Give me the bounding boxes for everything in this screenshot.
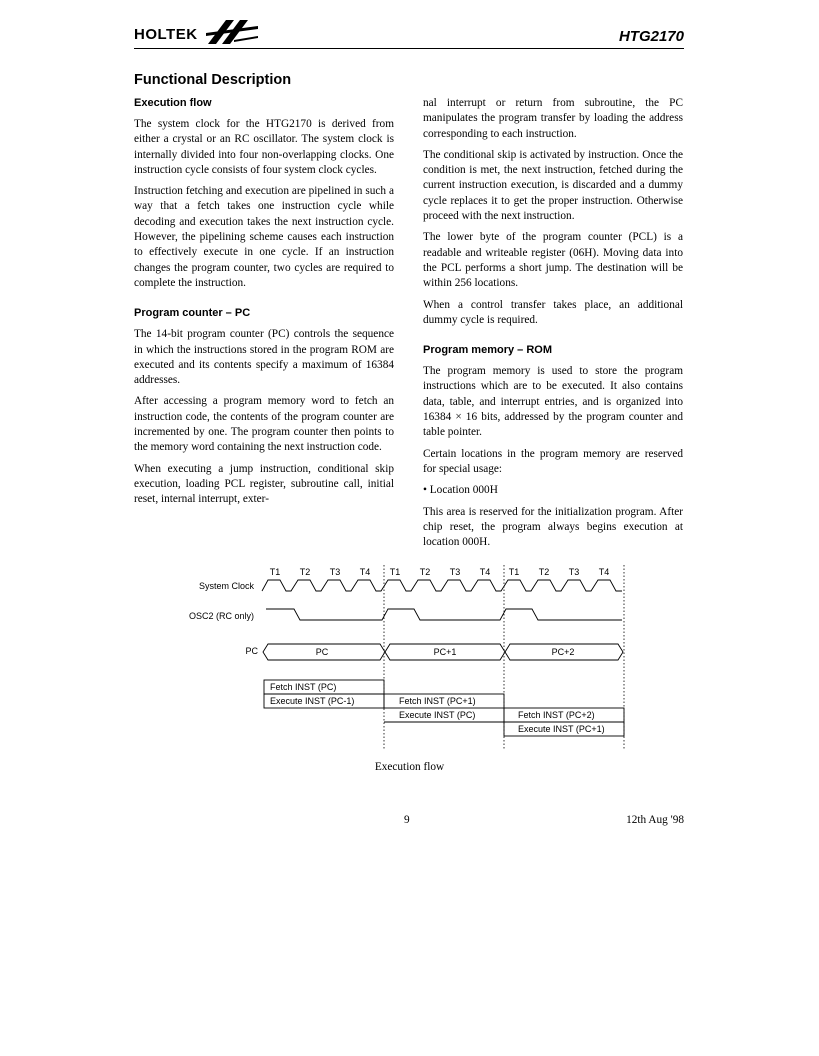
t-label: T2 <box>419 567 431 577</box>
pipeline-label: Execute INST (PC+1) <box>518 724 605 734</box>
left-column <box>134 96 394 514</box>
paragraph: The system clock for the HTG2170 is derived from either a crystal or an RC oscillator. The system clock is internally divided into four non-overlapping clocks. One instruction cycle consists of four system clock cycles. <box>134 118 394 176</box>
paragraph: When a control transfer takes place, an additional dummy cycle is required. <box>423 298 683 326</box>
osc2-waveform <box>266 609 622 620</box>
heading-program-counter: Program counter – PC <box>134 307 251 320</box>
signal-label-system-clock: System Clock <box>198 581 254 591</box>
section-title: Functional Description <box>134 72 292 88</box>
pipeline-label: Fetch INST (PC+1) <box>399 696 476 706</box>
signal-label-osc2: OSC2 (RC only) <box>188 611 254 621</box>
paragraph: The 14-bit program counter (PC) controls the sequence in which the instructions stored in the program ROM are executed and its contents specify a maximum of 16384 addresses. <box>134 328 394 387</box>
page-header <box>134 20 684 50</box>
t-label: T2 <box>299 567 311 577</box>
pipeline-label: Fetch INST (PC+2) <box>518 710 595 720</box>
pipeline-label: Execute INST (PC) <box>399 710 476 720</box>
t-label: T2 <box>538 567 550 577</box>
pc-value: PC+2 <box>551 647 575 657</box>
heading-execution-flow: Execution flow <box>134 97 212 109</box>
t-label: T4 <box>359 567 371 577</box>
pc-value: PC+1 <box>433 647 457 657</box>
t-label: T1 <box>269 567 281 577</box>
page-number: 9 <box>404 814 410 826</box>
t-label: T4 <box>479 567 491 577</box>
bullet-text: This area is reserved for the initialization program. After chip reset, the program always begins execution at location 000H. <box>423 505 683 549</box>
bullet-title: • Location 000H <box>423 484 498 497</box>
holtek-logo-icon <box>204 18 260 51</box>
system-clock-waveform <box>262 580 622 591</box>
paragraph: nal interrupt or return from subroutine, the PC manipulates the program transfer by loading the address corresponding to each instruction. <box>423 97 683 140</box>
footer-date: 12th Aug '98 <box>626 814 684 826</box>
figure-caption: Execution flow <box>374 761 445 773</box>
document-code: HTG2170 <box>618 28 684 45</box>
paragraph: After accessing a program memory word to fetch an instruction code, the contents of the program counter are incremented by one. The program counter then points to the memory word containing the next instruction code. <box>134 395 394 454</box>
header-rule <box>134 48 684 49</box>
paragraph: The program memory is used to store the program instructions which are to be executed. It also contains data, table, and interrupt entries, and is organized into 16384 × 16 bits, addressed by the program counter and table pointer. <box>423 365 683 439</box>
paragraph: Certain locations in the program memory are reserved for special usage: <box>423 447 683 475</box>
t-label: T4 <box>598 567 610 577</box>
paragraph: The conditional skip is activated by instruction. Once the condition is met, the next instruction, fetched during the current instruction execution, is discarded and a dummy cycle replaces it to get the proper instruction. Otherwise proceed with the next instruction. <box>423 148 683 223</box>
execution-flow-diagram <box>170 560 640 757</box>
heading-program-memory: Program memory – ROM <box>423 344 552 357</box>
t-label: T1 <box>389 567 401 577</box>
pipeline-label: Fetch INST (PC) <box>270 682 337 692</box>
signal-label-pc: PC <box>245 646 258 656</box>
t-label: T1 <box>508 567 520 577</box>
paragraph: The lower byte of the program counter (PCL) is a readable and writeable register (06H). Moving data into the PCL performs a short jump. The destination will be within 256 locations. <box>423 231 683 290</box>
logo-text: HOLTEK <box>134 26 198 43</box>
paragraph: When executing a jump instruction, conditional skip execution, loading PCL register, subroutine call, initial reset, internal interrupt, exter- <box>134 462 394 506</box>
right-column <box>423 96 683 556</box>
t-label: T3 <box>449 567 461 577</box>
paragraph: Instruction fetching and execution are pipelined in such a way that a fetch takes one instruction cycle while decoding and execution takes the next instruction cycle. However, the pipelining scheme causes each instruction to effectively execute in one cycle. If an instruction changes the program counter, two cycles are required to complete the instruction. <box>134 185 394 289</box>
t-label: T3 <box>329 567 341 577</box>
t-label: T3 <box>568 567 580 577</box>
pipeline-label: Execute INST (PC-1) <box>270 696 355 706</box>
pc-value: PC <box>315 647 329 657</box>
